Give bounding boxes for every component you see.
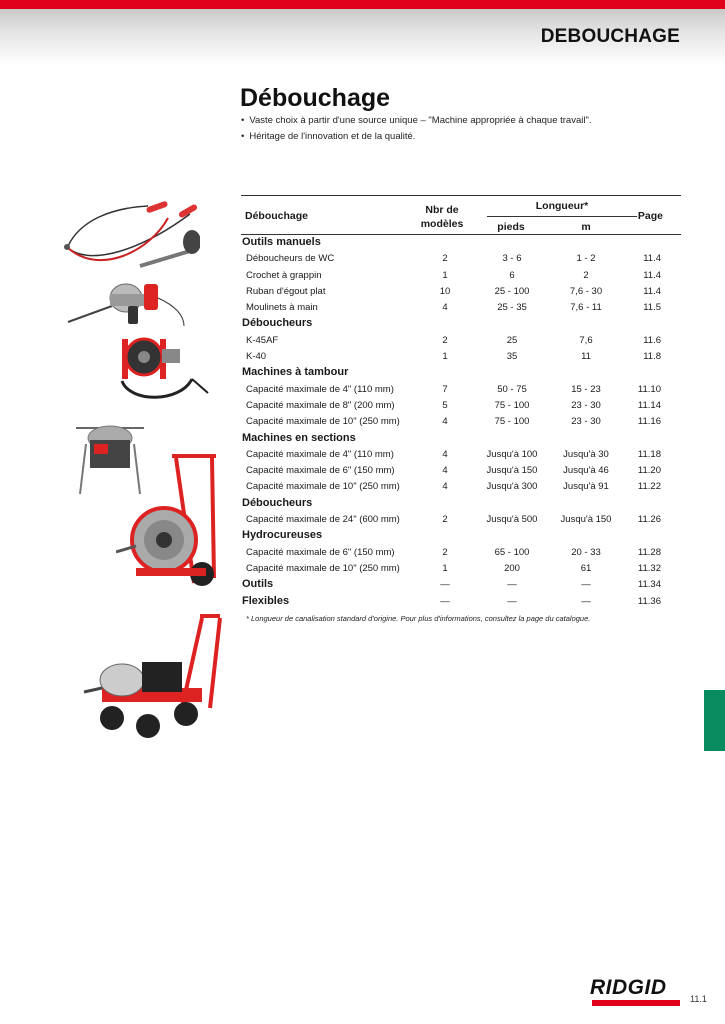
col-header-page: Page	[637, 210, 663, 222]
cell-page: 11.34	[637, 579, 661, 591]
cell-name: Machines à tambour	[242, 366, 349, 379]
cell-pieds: 50 - 75	[497, 383, 527, 395]
table-category-row	[241, 316, 681, 332]
table-row	[241, 447, 681, 463]
table-row	[241, 463, 681, 479]
col-header-nbr: Nbr de modèles	[420, 204, 464, 230]
col-header-pieds: pieds	[497, 221, 525, 233]
cell-pieds: 25 - 100	[494, 285, 530, 297]
cell-page: 11.4	[643, 285, 661, 297]
cell-name: Déboucheurs	[242, 496, 313, 509]
cell-m: 2	[583, 269, 589, 281]
table-row	[241, 333, 681, 349]
cell-name: Capacité maximale de 8" (200 mm)	[246, 399, 395, 411]
table-row	[241, 545, 681, 561]
cell-m: 23 - 30	[571, 399, 601, 411]
cell-m: 1 - 2	[576, 253, 596, 265]
col-header-m: m	[581, 221, 591, 233]
table-category-row	[241, 594, 681, 610]
cell-m: 61	[580, 562, 592, 574]
cell-pieds: 6	[509, 269, 515, 281]
cell-page: 11.28	[637, 546, 661, 558]
cell-m: Jusqu'à 46	[563, 465, 609, 477]
cell-m: —	[581, 595, 591, 607]
cell-page: 11.4	[643, 269, 661, 281]
cell-nbr: 2	[442, 334, 448, 346]
product-table	[241, 195, 681, 610]
cell-nbr: —	[440, 595, 450, 607]
bullet-item: • Vaste choix à partir d'une source unique – "Machine appropriée à chaque travail".	[241, 113, 591, 129]
cell-nbr: 1	[442, 562, 448, 574]
cell-m: 11	[581, 351, 591, 363]
cell-nbr: 4	[442, 481, 448, 493]
cell-m: 20 - 33	[571, 546, 601, 558]
cell-name: Crochet à grappin	[246, 269, 322, 281]
table-category-row	[241, 577, 681, 593]
cell-pieds: Jusqu'à 100	[486, 448, 538, 460]
cell-page: 11.20	[637, 465, 661, 477]
cell-nbr: 4	[442, 416, 448, 428]
section-header: DEBOUCHAGE	[540, 26, 680, 47]
cell-pieds: 3 - 6	[502, 253, 522, 265]
cell-m: Jusqu'à 91	[563, 481, 609, 493]
cell-name: K-40	[246, 351, 267, 363]
cell-page: 11.36	[637, 595, 661, 607]
cell-page: 11.16	[637, 416, 661, 428]
cell-name: Capacité maximale de 4" (110 mm)	[246, 383, 394, 395]
cell-page: 11.5	[643, 302, 661, 314]
col-header-name: Débouchage	[245, 210, 309, 222]
cell-m: 23 - 30	[571, 416, 601, 428]
cell-nbr: 4	[442, 302, 448, 314]
table-row	[241, 512, 681, 528]
table-category-row	[241, 496, 681, 512]
cell-m: Jusqu'à 30	[563, 448, 609, 460]
cell-nbr: 7	[442, 383, 448, 395]
cell-name: Outils	[242, 578, 274, 591]
cell-name: Outils manuels	[242, 236, 321, 248]
table-header	[241, 195, 681, 235]
cell-pieds: 25 - 35	[497, 302, 527, 314]
cell-name: Hydrocureuses	[242, 529, 323, 542]
cell-nbr: 4	[442, 448, 448, 460]
chapter-tab	[704, 690, 725, 751]
cell-name: Moulinets à main	[246, 302, 318, 314]
table-row	[241, 251, 681, 267]
page-title: Débouchage	[240, 84, 391, 112]
cell-page: 11.4	[643, 253, 661, 265]
cell-name: Capacité maximale de 10" (250 mm)	[246, 481, 400, 493]
cell-m: 7,6 - 30	[569, 285, 603, 297]
cell-name: Capacité maximale de 6" (150 mm)	[246, 546, 395, 558]
table-row	[241, 479, 681, 495]
table-row	[241, 268, 681, 284]
cell-page: 11.26	[637, 514, 661, 526]
cell-name: Capacité maximale de 10" (250 mm)	[246, 562, 400, 574]
col-header-longueur: Longueur*	[535, 200, 589, 212]
table-row	[241, 382, 681, 398]
cell-m: 7,6	[579, 334, 593, 346]
water-jetter-image	[82, 608, 222, 744]
cell-pieds: 200	[504, 562, 520, 574]
table-body	[241, 235, 681, 610]
hand-tools-image	[60, 196, 200, 274]
cell-pieds: —	[507, 595, 517, 607]
table-category-row	[241, 431, 681, 447]
cell-name: Capacité maximale de 10" (250 mm)	[246, 416, 400, 428]
cell-name: Machines en sections	[242, 431, 356, 444]
cell-name: Déboucheurs	[242, 317, 313, 330]
page-number: 11.1	[690, 994, 707, 1004]
cell-pieds: 65 - 100	[494, 546, 530, 558]
cell-nbr: 2	[442, 253, 448, 265]
cell-nbr: 5	[442, 399, 448, 411]
k45-drain-cleaner-image	[66, 276, 186, 330]
cell-pieds: 35	[506, 351, 518, 363]
cell-m: 15 - 23	[571, 383, 601, 395]
cell-name: Ruban d'égout plat	[246, 285, 326, 297]
table-row	[241, 349, 681, 365]
cell-pieds: 25	[506, 334, 518, 346]
table-row	[241, 561, 681, 577]
footnote: * Longueur de canalisation standard d'origine. Pour plus d'informations, consultez la page du catalogue.	[246, 614, 591, 623]
cell-page: 11.22	[637, 481, 661, 493]
cell-pieds: 75 - 100	[494, 399, 530, 411]
table-category-row	[241, 235, 681, 251]
cell-page: 11.18	[637, 448, 661, 460]
cell-name: Capacité maximale de 4" (110 mm)	[246, 448, 394, 460]
table-row	[241, 284, 681, 300]
cell-page: 11.8	[643, 351, 661, 363]
cell-name: Capacité maximale de 24" (600 mm)	[246, 514, 400, 526]
cell-pieds: Jusqu'à 500	[486, 514, 538, 526]
cell-nbr: —	[440, 579, 450, 591]
table-row	[241, 414, 681, 430]
cell-m: Jusqu'à 150	[560, 514, 612, 526]
cell-nbr: 4	[442, 465, 448, 477]
cell-name: K-45AF	[246, 334, 279, 346]
cell-nbr: 2	[442, 546, 448, 558]
cell-name: Déboucheurs de WC	[246, 253, 335, 265]
cell-m: 7,6 - 11	[570, 302, 602, 314]
intro-bullets	[241, 113, 591, 145]
logo-underline	[592, 1000, 680, 1006]
cell-nbr: 2	[442, 514, 448, 526]
cell-pieds: —	[507, 579, 517, 591]
table-category-row	[241, 365, 681, 381]
ridgid-logo: RIDGID	[590, 976, 667, 999]
cell-pieds: Jusqu'à 150	[486, 465, 538, 477]
cell-page: 11.10	[637, 383, 661, 395]
cell-page: 11.32	[637, 562, 661, 574]
top-red-bar	[0, 0, 725, 9]
drum-machine-large-image	[116, 448, 220, 608]
cell-name: Capacité maximale de 6" (150 mm)	[246, 465, 395, 477]
drum-machine-small-image	[110, 333, 210, 409]
cell-name: Flexibles	[242, 594, 290, 607]
header-divider	[487, 216, 637, 217]
cell-page: 11.6	[643, 334, 661, 346]
table-row	[241, 398, 681, 414]
bullet-item: • Héritage de l'innovation et de la qualité.	[241, 129, 591, 145]
cell-nbr: 10	[439, 285, 451, 297]
table-row	[241, 300, 681, 316]
cell-nbr: 1	[442, 269, 448, 281]
cell-pieds: 75 - 100	[494, 416, 530, 428]
cell-nbr: 1	[442, 351, 448, 363]
table-category-row	[241, 528, 681, 544]
cell-page: 11.14	[637, 399, 661, 411]
cell-m: —	[581, 579, 591, 591]
cell-pieds: Jusqu'à 300	[486, 481, 538, 493]
